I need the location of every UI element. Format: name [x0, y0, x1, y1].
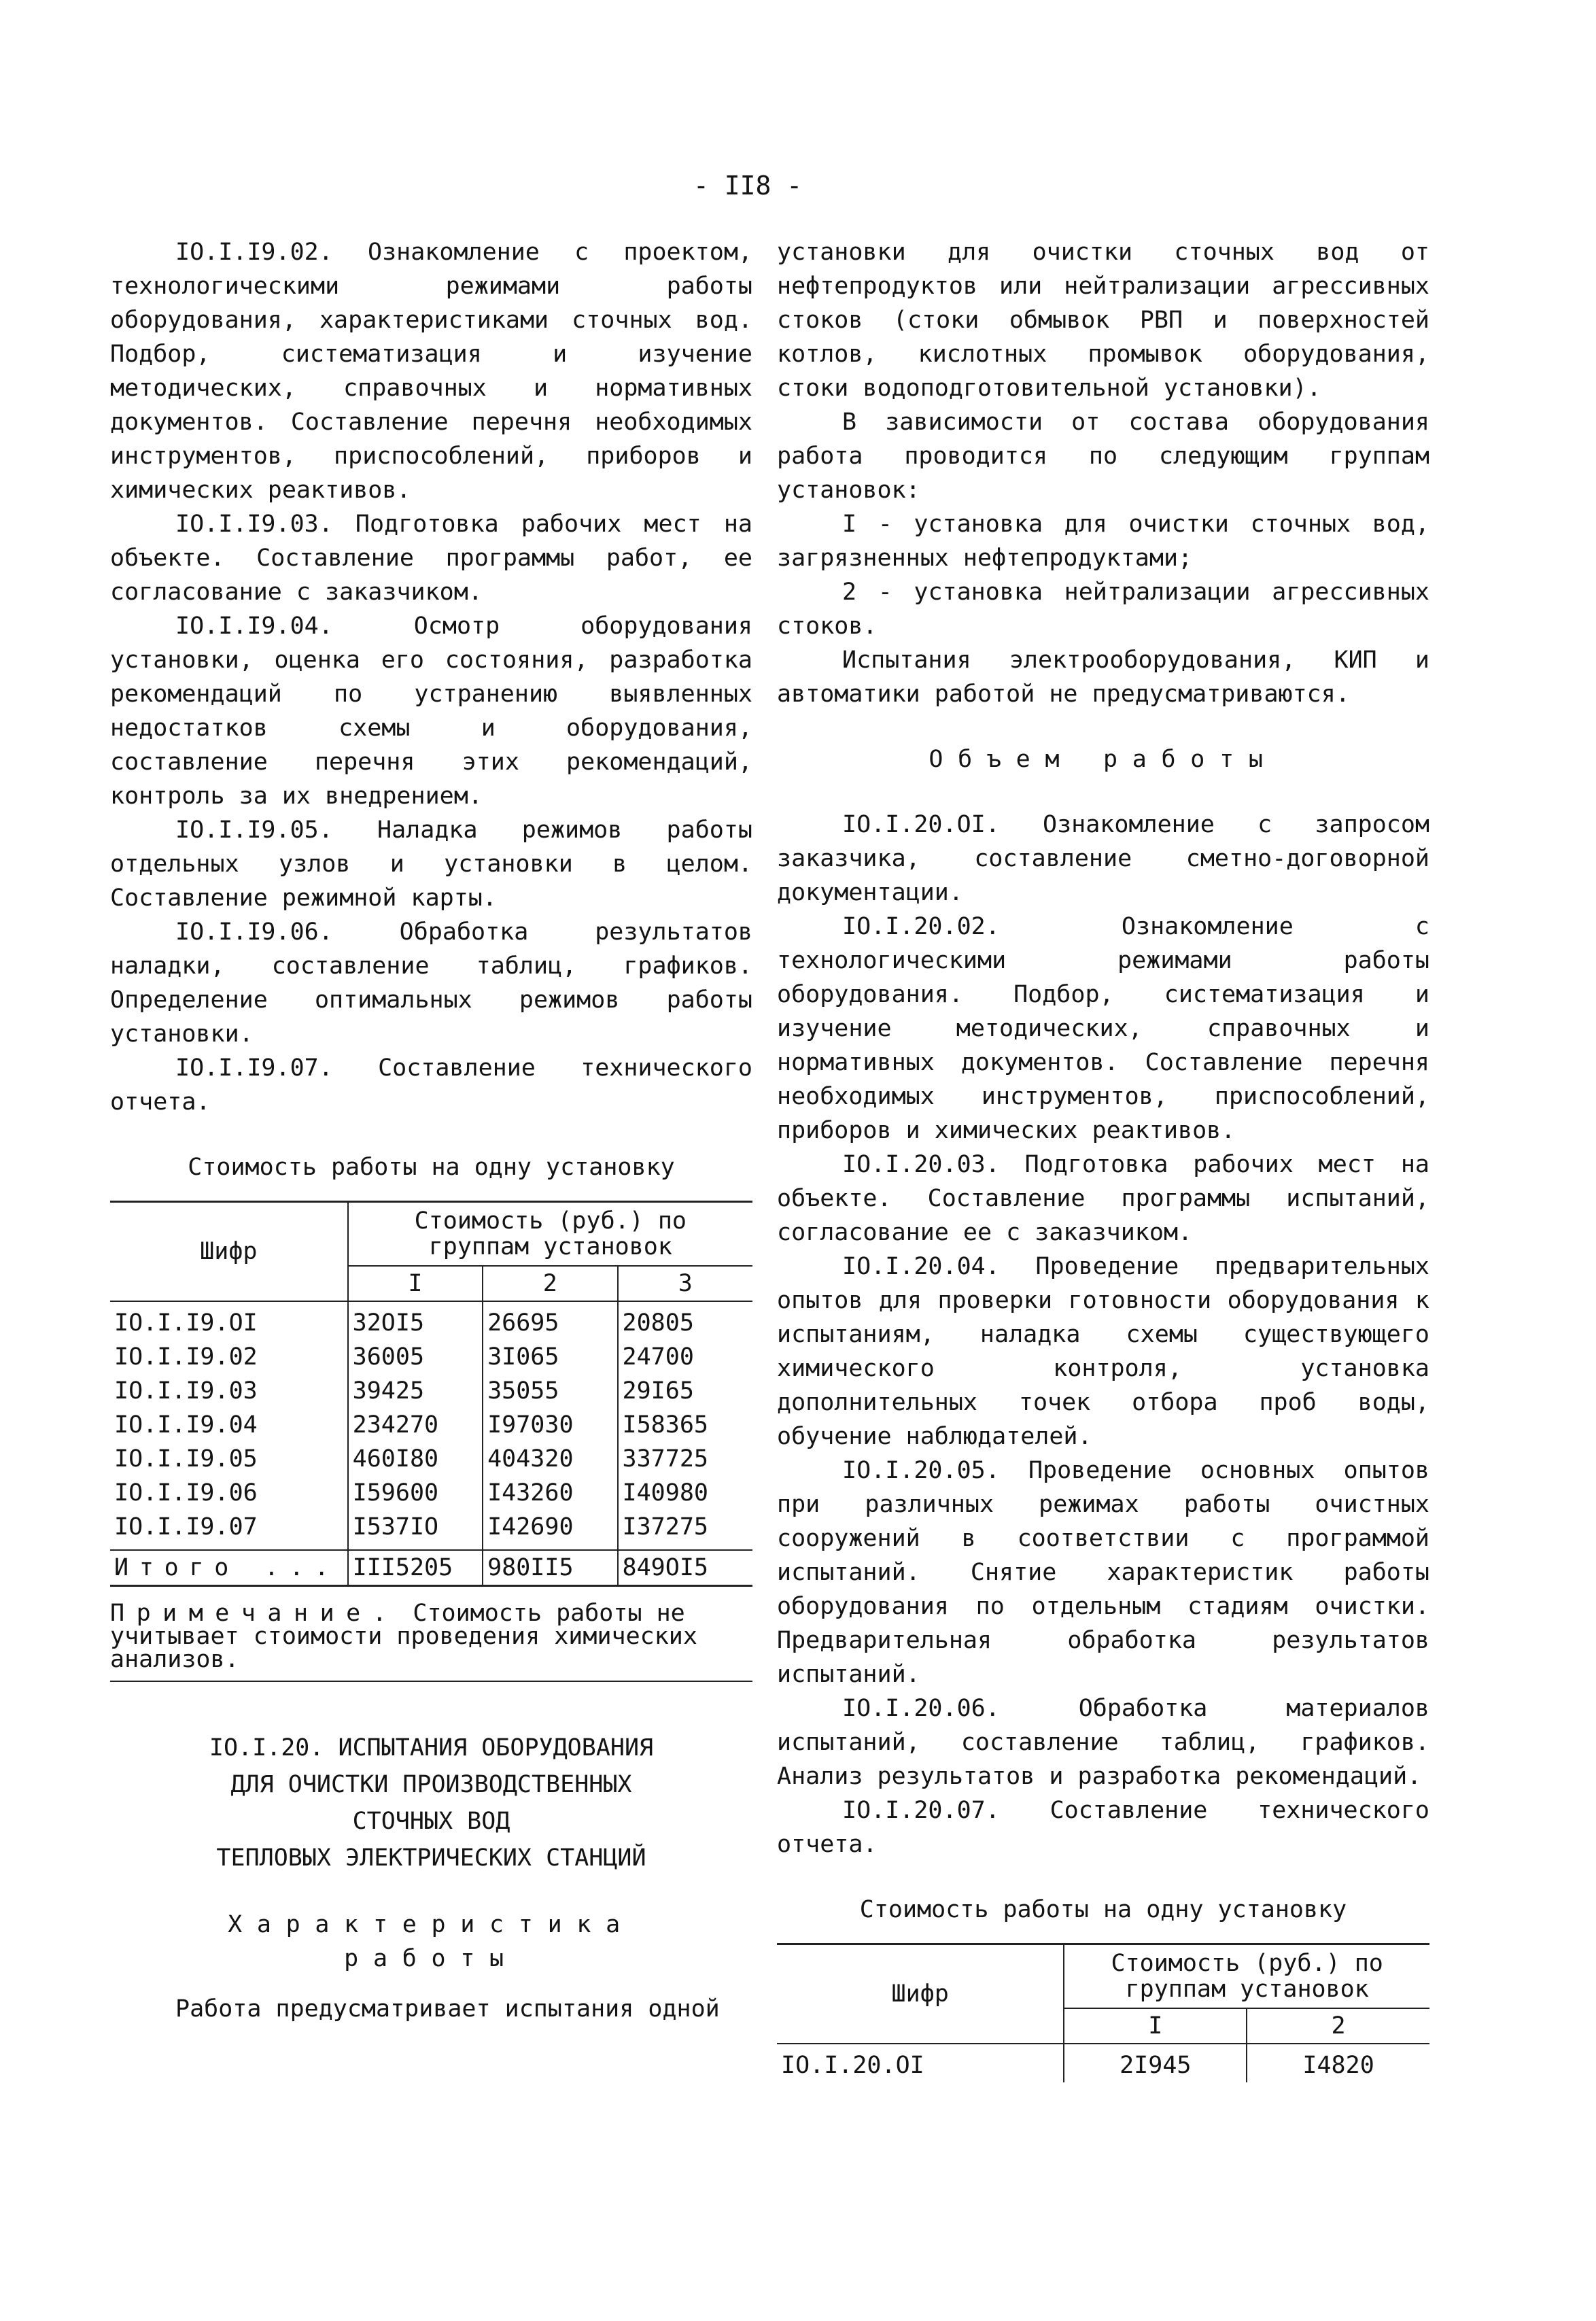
- paragraph-exclusions: Испытания электрооборудования, КИП и автоматики работой не предусматриваются.: [777, 647, 1429, 708]
- table-cell: IO.I.I9.OI: [114, 1309, 258, 1337]
- table-cell: IO.I.20.OI: [781, 2052, 924, 2079]
- paragraph-10-1-19-04: IO.I.I9.04. Осмотр оборудования установки, оценка его состояния, разработка рекомендаций по устранению выявленных недостатков схемы и оборудования, составление перечня этих рекомендаций, контроль за их внедрением.: [110, 613, 752, 810]
- cost-caption-left: Стоимость работы на одну установку: [188, 1154, 675, 1181]
- table-row: [110, 1340, 752, 1374]
- table-cell: 2I945: [1064, 2044, 1247, 2082]
- table-header-cost: Стоимость (руб.) по группам установок: [1064, 1944, 1429, 2009]
- section-title-line: СТОЧНЫХ ВОД: [352, 1808, 510, 1835]
- table-cell: 460I80: [348, 1442, 483, 1476]
- heading-characteristics-work: работы: [344, 1945, 519, 1972]
- paragraph-group-2: 2 - установка нейтрализации агрессивных стоков.: [777, 579, 1429, 640]
- table-cell: I97030: [483, 1408, 617, 1442]
- paragraph-10-1-19-03: IO.I.I9.03. Подготовка рабочих мест на объекте. Составление программы работ, ее согласование с заказчиком.: [110, 511, 752, 606]
- note-label: Примечание.: [110, 1600, 399, 1627]
- table-total-label: Итого ...: [110, 1550, 348, 1586]
- table-row: [110, 1510, 752, 1550]
- table-cell: 404320: [483, 1442, 617, 1476]
- table-total-row: [110, 1550, 752, 1586]
- table-row: [110, 1408, 752, 1442]
- table-cell: IO.I.I9.04: [114, 1411, 258, 1439]
- table-cell: I4820: [1247, 2044, 1429, 2082]
- cost-table-10-1-19: [110, 1201, 752, 1587]
- paragraph-10-1-19-06: IO.I.I9.06. Обработка результатов наладки, составление таблиц, графиков. Определение оптимальных режимов работы установки.: [110, 918, 752, 1048]
- table-cell: 234270: [348, 1408, 483, 1442]
- table-cell: IO.I.I9.06: [114, 1479, 258, 1507]
- note-text: Стоимость работы не учитывает стоимости проведения химических анализов.: [110, 1600, 697, 1673]
- page-number: - II8 -: [693, 171, 803, 201]
- paragraph-group-1: I - установка для очистки сточных вод, загрязненных нефтепродуктами;: [777, 511, 1429, 572]
- paragraph-10-1-20-01: IO.I.20.OI. Ознакомление с запросом заказчика, составление сметно-договорной документации.: [777, 811, 1429, 906]
- table-row: [110, 1374, 752, 1408]
- table-header-group-1: I: [348, 1266, 483, 1301]
- right-column: [777, 235, 1429, 2082]
- paragraph-10-1-20-04: IO.I.20.04. Проведение предварительных опытов для проверки готовности оборудования к испытаниям, наладка схемы существующего химического контроля, установка дополнительных точек отбора проб воды, обучение наблюдателей.: [777, 1253, 1429, 1450]
- table-header-code: Шифр: [777, 1944, 1064, 2044]
- table-cell: IO.I.I9.02: [114, 1343, 258, 1371]
- table-cell: I40980: [618, 1476, 752, 1510]
- table-cell: 36005: [348, 1340, 483, 1374]
- table-cell: IO.I.I9.07: [114, 1513, 258, 1541]
- table-cell: 35055: [483, 1374, 617, 1408]
- paragraph-10-1-19-05: IO.I.I9.05. Наладка режимов работы отдельных узлов и установки в целом. Составление режимной карты.: [110, 816, 752, 912]
- table-cell: I537IO: [348, 1510, 483, 1550]
- paragraph-10-1-20-03: IO.I.20.03. Подготовка рабочих мест на объекте. Составление программы испытаний, согласование ее с заказчиком.: [777, 1151, 1429, 1246]
- section-title-10-1-20: [110, 1730, 752, 1876]
- heading-volume-of-work: Объем работы: [929, 746, 1278, 773]
- paragraph-10-1-20-05: IO.I.20.05. Проведение основных опытов при различных режимах работы очистных сооружений в соответствии с программой испытаний. Снятие характеристик работы оборудования по отдельным стадиям очистки. Предварительная обработка результатов испытаний.: [777, 1457, 1429, 1688]
- table-cell: IO.I.I9.05: [114, 1445, 258, 1473]
- cost-table-10-1-20: [777, 1943, 1429, 2082]
- table-cell: 29I65: [618, 1374, 752, 1408]
- table-cell: 39425: [348, 1374, 483, 1408]
- paragraph-characteristics-start: Работа предусматривает испытания одной: [175, 1995, 720, 2023]
- table-header-group-1: I: [1064, 2008, 1247, 2044]
- cost-caption-right: Стоимость работы на одну установку: [859, 1896, 1347, 1923]
- table-cell: 24700: [618, 1340, 752, 1374]
- table-cell: I43260: [483, 1476, 617, 1510]
- section-title-line: ТЕПЛОВЫХ ЭЛЕКТРИЧЕСКИХ СТАНЦИЙ: [216, 1844, 646, 1872]
- table-header-group-2: 2: [1247, 2008, 1429, 2044]
- table-row: [110, 1442, 752, 1476]
- heading-characteristics: Характеристика: [228, 1911, 635, 1938]
- table-cell: 32OI5: [348, 1301, 483, 1340]
- table-header-code: Шифр: [110, 1202, 348, 1302]
- paragraph-10-1-19-02: IO.I.I9.02. Ознакомление с проектом, технологическими режимами работы оборудования, характеристиками сточных вод. Подбор, систематизация и изучение методических, справочных и нормативных документов. Составление перечня необходимых инструментов, приспособлений, приборов и химических реактивов.: [110, 239, 752, 504]
- table-row: [110, 1301, 752, 1340]
- table-cell: 26695: [483, 1301, 617, 1340]
- table-cell: I37275: [618, 1510, 752, 1550]
- table-cell: I42690: [483, 1510, 617, 1550]
- table-cell: I58365: [618, 1408, 752, 1442]
- paragraph-groups-intro: В зависимости от состава оборудования работа проводится по следующим группам установок:: [777, 409, 1429, 504]
- table-row: [110, 1476, 752, 1510]
- paragraph-characteristics-continued: установки для очистки сточных вод от нефтепродуктов или нейтрализации агрессивных стоков (стоки обмывок РВП и поверхностей котлов, кислотных промывок оборудования, стоки водоподготовительной установки).: [777, 239, 1429, 402]
- table-header-cost: Стоимость (руб.) по группам установок: [348, 1202, 752, 1267]
- section-title-line: IO.I.20. ИСПЫТАНИЯ ОБОРУДОВАНИЯ: [209, 1734, 654, 1761]
- section-title-line: ДЛЯ ОЧИСТКИ ПРОИЗВОДСТВЕННЫХ: [230, 1771, 632, 1798]
- table-header-group-3: 3: [618, 1266, 752, 1301]
- table-cell: 20805: [618, 1301, 752, 1340]
- left-column: [110, 235, 752, 2026]
- table-cell: III5205: [348, 1550, 483, 1586]
- table-note: [110, 1602, 752, 1671]
- paragraph-10-1-20-02: IO.I.20.02. Ознакомление с технологическими режимами работы оборудования. Подбор, систематизация и изучение методических, справочных и нормативных документов. Составление перечня необходимых инструментов, приспособлений, приборов и химических реактивов.: [777, 913, 1429, 1144]
- table-cell: 980II5: [483, 1550, 617, 1586]
- table-cell: 849OI5: [618, 1550, 752, 1586]
- table-cell: 3I065: [483, 1340, 617, 1374]
- table-header-group-2: 2: [483, 1266, 617, 1301]
- paragraph-10-1-20-06: IO.I.20.06. Обработка материалов испытаний, составление таблиц, графиков. Анализ результатов и разработка рекомендаций.: [777, 1695, 1429, 1790]
- table-cell: 337725: [618, 1442, 752, 1476]
- table-cell: IO.I.I9.03: [114, 1377, 258, 1405]
- table-cell: I59600: [348, 1476, 483, 1510]
- table-row: [777, 2044, 1429, 2082]
- paragraph-10-1-19-07: IO.I.I9.07. Составление технического отчета.: [110, 1054, 752, 1116]
- paragraph-10-1-20-07: IO.I.20.07. Составление технического отчета.: [777, 1797, 1429, 1858]
